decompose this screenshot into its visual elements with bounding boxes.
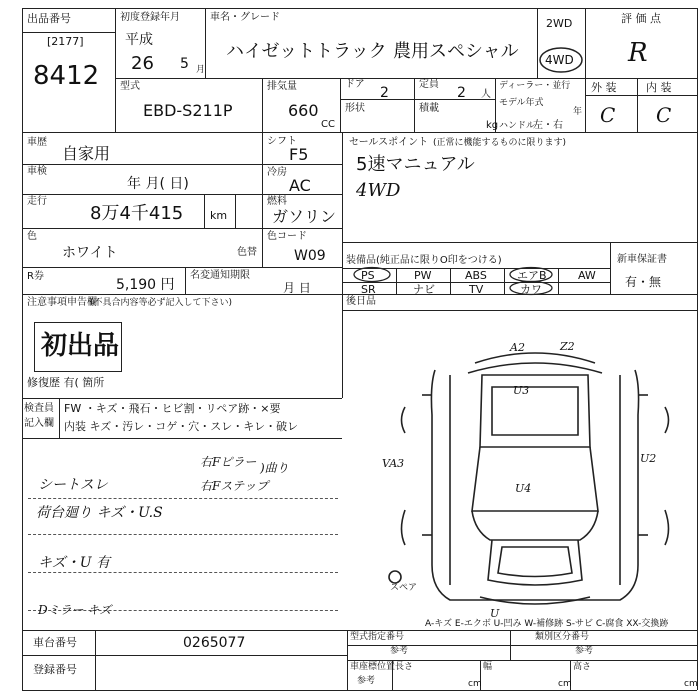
divider bbox=[262, 132, 263, 267]
damage-u3: U3 bbox=[513, 384, 530, 397]
memo-right-pillar: 右Fピラー bbox=[200, 455, 257, 469]
month-unit: 月 bbox=[196, 65, 206, 75]
divider bbox=[22, 267, 342, 268]
width-label: 幅 bbox=[483, 662, 493, 672]
divider bbox=[637, 78, 638, 132]
divider bbox=[347, 660, 697, 661]
repair-history: 修復歴 有( 箇所 bbox=[27, 376, 105, 389]
memo-seat: シートスレ bbox=[38, 477, 108, 493]
equipment-label: 装備品(純正品に限りO印をつける) bbox=[346, 255, 502, 266]
divider bbox=[22, 438, 342, 439]
divider bbox=[22, 655, 347, 656]
entry-label: 記入欄 bbox=[24, 418, 54, 429]
selling-point-2: 4WD bbox=[356, 180, 401, 201]
type-designation-label: 型式指定番号 bbox=[350, 632, 405, 642]
usage-value: 自家用 bbox=[62, 144, 111, 163]
damage-a2: A2 bbox=[510, 341, 525, 354]
inspection-label: 車検 bbox=[27, 166, 47, 177]
border-left bbox=[22, 8, 23, 690]
first-listing-stamp bbox=[34, 322, 122, 372]
model-label: 型式 bbox=[120, 81, 140, 92]
divider bbox=[262, 78, 263, 132]
exterior-label: 外 装 bbox=[591, 81, 617, 94]
equipment-abs: ABS bbox=[465, 269, 487, 282]
interior-label: 内 装 bbox=[646, 81, 672, 94]
model-year-label: モデル年式 bbox=[499, 98, 544, 108]
dealer-label: ディーラー・並行 bbox=[499, 81, 571, 91]
equipment-airbag: エアB bbox=[517, 269, 547, 282]
cc-unit: CC bbox=[321, 119, 335, 130]
damage-legend: A-キズ E-エクボ U-凹み W-補修跡 S-サビ C-腐食 XX-交換跡 bbox=[425, 619, 669, 629]
recycle-label: R券 bbox=[27, 271, 44, 282]
divider bbox=[414, 78, 415, 132]
new-car-warranty-label: 新車保証書 bbox=[617, 254, 667, 265]
shape-label: 形状 bbox=[345, 103, 365, 114]
doors-value: 2 bbox=[380, 85, 389, 101]
divider bbox=[610, 242, 611, 294]
equipment-ps-circle bbox=[352, 266, 392, 283]
overall-score: R bbox=[628, 38, 648, 68]
inspection-value: 年 月( 日) bbox=[127, 176, 189, 192]
divider bbox=[585, 78, 697, 79]
memo-line bbox=[28, 572, 338, 573]
divider bbox=[22, 398, 342, 399]
equipment-tv: TV bbox=[469, 283, 484, 296]
lot-number: 8412 bbox=[33, 61, 100, 91]
damage-u2: U2 bbox=[640, 452, 657, 465]
doors-label: ドア bbox=[345, 79, 365, 90]
equipment-aw: AW bbox=[578, 269, 596, 282]
height-label: 高さ bbox=[573, 662, 592, 672]
memo-line bbox=[28, 498, 338, 499]
divider bbox=[342, 310, 697, 311]
divider bbox=[585, 8, 586, 132]
recycle-value: 5,190 円 bbox=[116, 277, 175, 293]
usage-label: 車歴 bbox=[27, 137, 47, 148]
border-bottom bbox=[22, 690, 697, 691]
divider bbox=[205, 8, 206, 78]
divider bbox=[204, 194, 205, 228]
car-name: ハイゼットトラック bbox=[226, 41, 387, 62]
drive-circle-mark bbox=[537, 44, 585, 74]
handle-label: ハンドル bbox=[499, 121, 536, 131]
divider bbox=[340, 78, 341, 132]
color-label: 色 bbox=[27, 231, 37, 242]
load-label: 積載 bbox=[419, 103, 439, 114]
reference-label-2: 参考 bbox=[575, 646, 594, 656]
mileage-value: 8万4千415 bbox=[90, 203, 184, 224]
ac-value: AC bbox=[289, 176, 311, 195]
first-registration-label: 初度登録年月 bbox=[120, 12, 180, 23]
divider bbox=[22, 32, 115, 33]
cm-unit-2: cm bbox=[558, 679, 572, 689]
lot-code: [2177] bbox=[47, 35, 84, 48]
divider bbox=[22, 228, 342, 229]
color-code-value: W09 bbox=[294, 248, 326, 264]
divider bbox=[396, 268, 397, 294]
damage-u: U bbox=[490, 607, 500, 620]
shift-label: シフト bbox=[267, 136, 297, 147]
name-change-value: 月 日 bbox=[283, 281, 311, 295]
rear-label: 後日品 bbox=[346, 296, 376, 307]
selling-points-note: (正常に機能するものに限ります) bbox=[433, 138, 567, 148]
score-label: 評 価 点 bbox=[621, 12, 661, 25]
chassis-number: 0265077 bbox=[183, 635, 246, 651]
notes-label: 注意事項申告欄 bbox=[27, 297, 97, 308]
divider bbox=[585, 95, 697, 96]
damage-va3: VA3 bbox=[382, 457, 405, 470]
equipment-ps: PS bbox=[361, 269, 375, 282]
handle-options: 左・右 bbox=[533, 120, 563, 131]
reference-label: 参考 bbox=[390, 646, 409, 656]
cm-unit-3: cm bbox=[684, 679, 698, 689]
length-label: 長さ bbox=[395, 662, 414, 672]
exterior-check-items: FW ・キズ・飛石・ヒビ割・リペア跡・×要 bbox=[64, 402, 281, 415]
year-unit: 年 bbox=[573, 107, 583, 117]
color-value: ホワイト bbox=[62, 245, 118, 261]
equipment-leather-circle bbox=[508, 280, 554, 296]
name-change-label: 名変通知期限 bbox=[190, 270, 250, 281]
era: 平成 bbox=[125, 32, 153, 48]
displacement-value: 660 bbox=[288, 101, 319, 120]
drive-4wd: 4WD bbox=[545, 53, 574, 67]
divider bbox=[342, 132, 343, 294]
registration-label: 登録番号 bbox=[33, 663, 77, 676]
new-car-warranty-value: 有・無 bbox=[625, 275, 662, 289]
capacity-value: 2 bbox=[457, 85, 466, 101]
divider bbox=[95, 630, 96, 690]
vehicle-damage-diagram bbox=[380, 335, 690, 625]
interior-grade: C bbox=[656, 103, 672, 127]
memo-scratch: キズ・U 有 bbox=[38, 555, 110, 571]
divider bbox=[22, 164, 342, 165]
shift-value: F5 bbox=[289, 145, 309, 164]
color-code-label: 色コード bbox=[267, 231, 307, 242]
memo-mirror: Dミラー キズ bbox=[38, 603, 112, 617]
equipment-pw: PW bbox=[414, 269, 432, 282]
spare-label: スペア bbox=[390, 583, 418, 593]
divider bbox=[22, 630, 697, 631]
fuel-value: ガソリン bbox=[272, 207, 337, 226]
repaint-label: 色替 bbox=[237, 247, 257, 258]
category-label: 類別区分番号 bbox=[535, 632, 590, 642]
reference-label-3: 参考 bbox=[357, 676, 376, 686]
border-top bbox=[22, 8, 697, 9]
damage-z2: Z2 bbox=[560, 340, 575, 353]
divider bbox=[235, 194, 236, 228]
selling-points-label: セールスポイント bbox=[349, 137, 429, 148]
divider bbox=[450, 268, 451, 294]
divider bbox=[558, 268, 559, 294]
memo-bed: 荷台廻り キズ・U.S bbox=[36, 505, 163, 521]
mileage-label: 走行 bbox=[27, 196, 47, 207]
divider bbox=[185, 267, 186, 294]
damage-u4: U4 bbox=[515, 482, 532, 495]
reg-month: 5 bbox=[180, 56, 189, 72]
person-unit: 人 bbox=[481, 89, 491, 100]
drive-2wd: 2WD bbox=[546, 17, 573, 30]
border-right bbox=[697, 8, 698, 690]
equipment-navi: ナビ bbox=[413, 283, 435, 296]
divider bbox=[115, 8, 116, 132]
divider bbox=[504, 268, 505, 294]
chassis-label: 車台番号 bbox=[33, 636, 77, 649]
interior-check-items: 内装 キズ・汚レ・コゲ・穴・スレ・キレ・破レ bbox=[64, 420, 299, 433]
lot-number-label: 出品番号 bbox=[27, 12, 71, 25]
model-code: EBD-S211P bbox=[143, 101, 233, 120]
ac-label: 冷房 bbox=[267, 167, 287, 178]
kg-unit: kg bbox=[486, 120, 499, 131]
memo-line bbox=[28, 534, 338, 535]
memo-right-step: 右Fステップ bbox=[200, 479, 269, 493]
exterior-grade: C bbox=[600, 103, 616, 127]
cm-unit-1: cm bbox=[468, 679, 482, 689]
inspector-label: 検査員 bbox=[24, 403, 54, 414]
equipment-leather: カワ bbox=[520, 283, 542, 296]
memo-bend: )曲り bbox=[260, 461, 289, 475]
car-name-label: 車名・グレード bbox=[210, 12, 280, 23]
reg-year: 26 bbox=[131, 53, 154, 74]
divider bbox=[342, 310, 343, 398]
fuel-label: 燃料 bbox=[267, 196, 287, 207]
divider bbox=[59, 398, 60, 438]
dimensions-label: 車座標位置 bbox=[350, 662, 396, 672]
km-unit: km bbox=[210, 209, 228, 222]
capacity-label: 定員 bbox=[419, 79, 439, 90]
equipment-sr: SR bbox=[361, 283, 376, 296]
first-listing-text: 初出品 bbox=[41, 331, 120, 361]
selling-point-1: 5速マニュアル bbox=[356, 154, 475, 175]
divider bbox=[22, 132, 697, 133]
divider bbox=[342, 242, 697, 243]
divider bbox=[340, 99, 495, 100]
divider bbox=[22, 294, 697, 295]
displacement-label: 排気量 bbox=[267, 81, 297, 92]
car-grade: 農用スペシャル bbox=[393, 41, 519, 62]
notes-sublabel: (不具合内容等必ず記入して下さい) bbox=[90, 298, 233, 308]
